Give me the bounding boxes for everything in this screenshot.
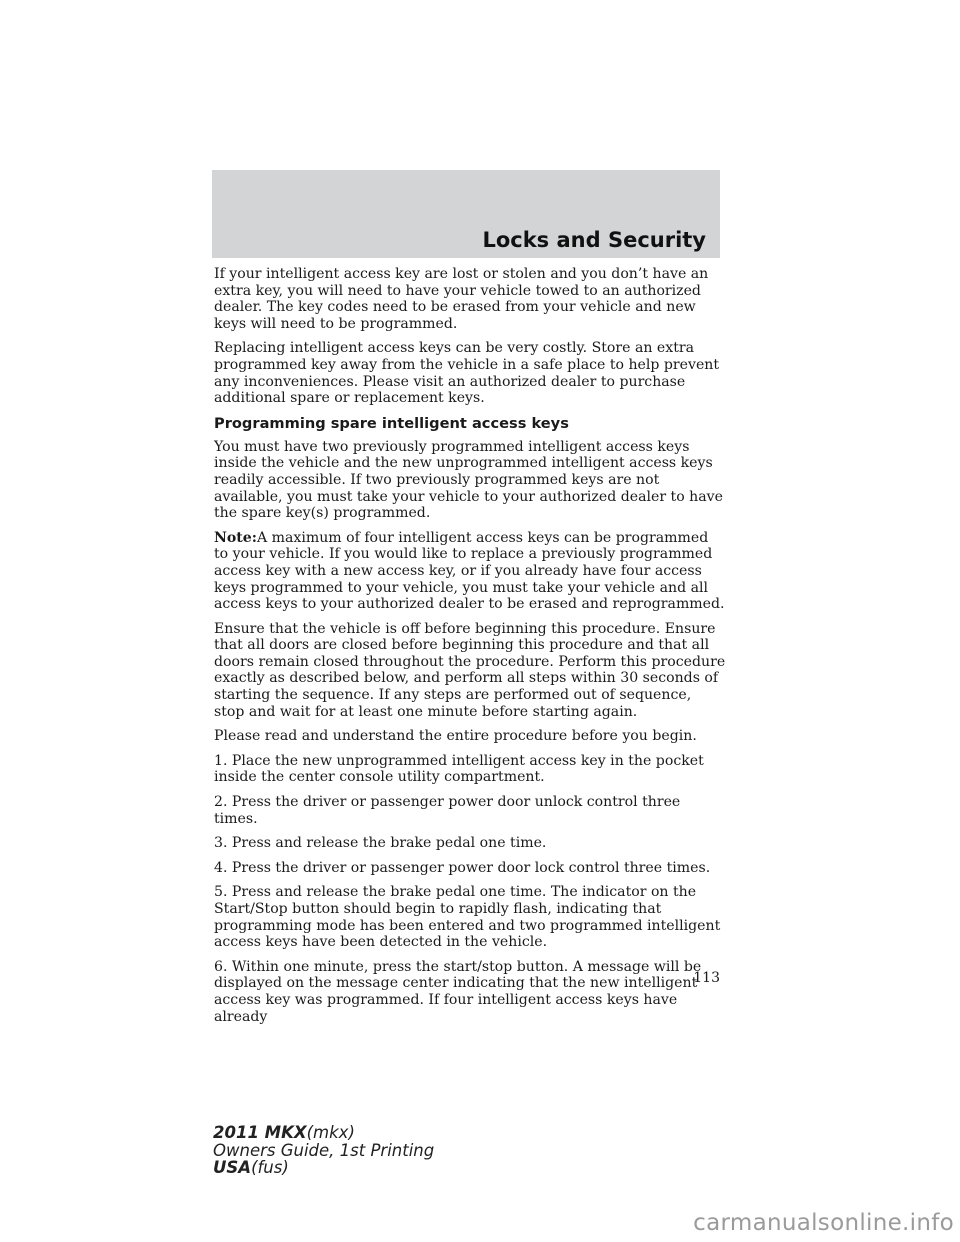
step-item: 6. Within one minute, press the start/stop button. A message will be displayed on the message center indicating that the new intelligent access key was programmed. If four intelligent access keys have already [214,958,702,1025]
document-footer [213,1124,434,1177]
paragraph-read-procedure: Please read and understand the entire procedure before you begin. [214,728,697,745]
step-item: 2. Press the driver or passenger power door unlock control three times. [214,794,681,827]
footer-line-guide: Owners Guide, 1st Printing [213,1140,435,1160]
note-paragraph [214,530,726,613]
footer-model-code: (mkx) [306,1123,355,1142]
note-label: Note: [214,529,257,546]
paragraph-ensure: Ensure that the vehicle is off before beginning this procedure. Ensure that all doors are closed before beginning this procedure and that all doors remain closed throughout the procedure. Perform this procedure exactly as described below, and perform all steps within 30 seconds of starting the sequence. If any steps are performed out of sequence, stop and wait for at least one minute before starting again. [214,620,726,720]
note-text: A maximum of four intelligent access keys can be programmed to your vehicle. If you would like to replace a previously programmed access key with a new access key, or if you already have four access keys programmed to your vehicle, you must take your vehicle and all access keys to your authorized dealer to be erased and reprogrammed. [214,529,725,613]
page-body [214,266,726,1033]
section-heading: Programming spare intelligent access keys [214,414,569,432]
paragraph-lost-keys: If your intelligent access key are lost or stolen and you don’t have an extra key, you will need to have your vehicle towed to an authorized dealer. The key codes need to be erased from your vehicle and new keys will need to be programmed. [214,266,709,332]
watermark: carmanualsonline.info [693,1210,954,1236]
step-item: 5. Press and release the brake pedal one time. The indicator on the Start/Stop button should begin to rapidly flash, indicating that programming mode has been entered and two programmed intelligent access keys have been detected in the vehicle. [214,884,721,951]
footer-region-code: (fus) [251,1158,289,1177]
section-title: Locks and Security [482,228,706,252]
section-header-band [212,170,720,258]
paragraph-requirements: You must have two previously programmed intelligent access keys inside the vehicle and the new unprogrammed intelligent access keys readily accessible. If two previously programmed keys are not available, you must take your vehicle to your authorized dealer to have the spare key(s) programmed. [214,438,723,522]
step-item: 1. Place the new unprogrammed intelligent access key in the pocket inside the center console utility compartment. [214,752,704,786]
page-number: 113 [693,970,720,986]
footer-model: 2011 MKX [213,1123,307,1142]
paragraph-replacing-keys: Replacing intelligent access keys can be very costly. Store an extra programmed key away from the vehicle in a safe place to help prevent any inconveniences. Please visit an authorized dealer to purchase additional spare or replacement keys. [214,340,720,407]
footer-line-region [213,1159,434,1177]
step-item: 3. Press and release the brake pedal one time. [214,835,547,852]
step-item: 4. Press the driver or passenger power door lock control three times. [214,859,711,876]
footer-line-model [213,1124,434,1142]
footer-region: USA [213,1158,252,1177]
